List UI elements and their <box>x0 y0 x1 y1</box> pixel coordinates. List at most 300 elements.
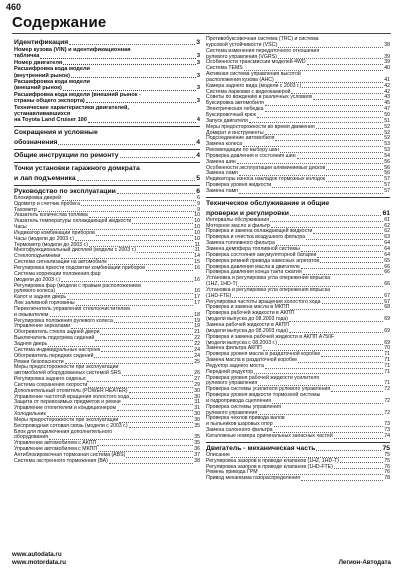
toc-entry-title: рулевого колеса) <box>14 288 56 295</box>
toc-page-number: 52 <box>384 135 390 142</box>
toc-entry-title: Система TEMS <box>206 65 243 72</box>
toc-leader-dots <box>265 105 383 106</box>
toc-entry-title: Переключатель управления стеклоочистителем <box>14 305 130 312</box>
toc-page-number: 35 <box>194 440 200 447</box>
toc-entry-title: Указатель количества топлива <box>14 212 88 219</box>
toc-page-number: 9 <box>197 200 200 207</box>
toc-page-number: 16 <box>194 276 200 283</box>
toc-page-number: 17 <box>194 294 200 301</box>
toc-page-number: 64 <box>384 240 390 247</box>
toc-leader-dots <box>114 322 193 323</box>
toc-entry-title: Проверка давления конца такта сжатия <box>206 269 302 276</box>
toc-entry-title: Проверка давления масла в двигателе <box>206 263 300 270</box>
toc-entry-title: Домкрат и инструменты <box>206 129 264 136</box>
toc-entry-title: (1HD-FTE) <box>206 292 232 299</box>
toc-page-number: 4 <box>196 151 200 159</box>
toc-leader-dots <box>239 193 383 194</box>
toc-entry-title: и гидропривода сцепления <box>206 397 272 404</box>
toc-entry-title: Точки установки гаражного домкрата <box>14 164 140 172</box>
toc-entry-title: Противобуксовочная система (TRC) и система <box>206 36 319 42</box>
toc-entry-title: Управление автомобилем с АКПП <box>14 440 97 447</box>
toc-page-number: 6 <box>197 194 200 201</box>
toc-entry-title: Управление частотой вращения холостого хода <box>14 393 130 400</box>
toc-page-number: 54 <box>384 152 390 159</box>
toc-entry-title: и лап подъемника <box>14 174 76 182</box>
toc-entry-title: Меры предосторожности при эксплуатации <box>14 364 119 371</box>
toc-leader-dots <box>67 299 193 300</box>
toc-page-number: 66 <box>384 281 390 288</box>
toc-entry-title: на Toyota Land Cruiser 100 <box>14 117 87 124</box>
toc-page-number: 56 <box>384 158 390 165</box>
toc-entry-title: Ремни безопасности <box>14 358 64 365</box>
toc-entry-title: Регулировка зазоров в приводе клапанов (1HD-FTE) <box>206 463 333 470</box>
toc-page-number: 27 <box>194 376 200 383</box>
toc-entry-title: (1HZ, 1HD-T) <box>206 281 238 288</box>
toc-page-number: 62 <box>384 222 390 229</box>
toc-entry-title: Руководство по эксплуатации <box>14 187 116 195</box>
toc-page-number: 50 <box>384 111 390 118</box>
section-divider <box>14 185 200 186</box>
toc-page-number: 75 <box>384 451 390 458</box>
toc-leader-dots <box>302 87 383 88</box>
toc-leader-dots <box>87 381 194 382</box>
toc-entry-title: Беспроводная сотовая связь (модели с 2003 г.) <box>14 422 128 429</box>
toc-entry-title: Проверка уровня жидкости <box>206 182 272 189</box>
toc-entry-title: Люк заливной горловины <box>14 300 75 307</box>
toc-entry[interactable] <box>14 117 200 123</box>
toc-page-number: 3 <box>196 59 200 66</box>
toc-leader-dots <box>63 90 196 91</box>
toc-leader-dots <box>97 445 193 446</box>
toc-page-number: 14 <box>194 253 200 260</box>
toc-leader-dots <box>321 356 383 357</box>
toc-section-heading[interactable] <box>14 152 200 160</box>
toc-page-number: 72 <box>384 409 390 416</box>
toc-entry-title: Замена ламп <box>206 187 238 194</box>
toc-page-number: 72 <box>384 397 390 404</box>
toc-leader-dots <box>77 180 196 181</box>
toc-entry-title: Электрическая лебедка <box>206 106 264 113</box>
toc-entry-title: Защита от перевозимых предметов и ремни <box>14 399 121 406</box>
toc-leader-dots <box>298 362 383 363</box>
toc-entry-title: Каталожные номера оригинальных запасных частей <box>206 433 333 439</box>
toc-entry-title: (модели выпуска до 08.2003 года) <box>206 316 289 323</box>
toc-entry-title: Часы (модели до 2003 г.) <box>14 235 75 242</box>
toc-entry-title: табличка <box>14 53 40 60</box>
toc-page-number: 30 <box>194 387 200 394</box>
toc-entry-title: Указатель температуры охлаждающей жидкости <box>14 218 132 225</box>
toc-page-number: 3 <box>196 53 200 60</box>
toc-entry-title: страны общего экспорта) <box>14 98 85 105</box>
toc-leader-dots <box>146 270 193 271</box>
section-divider <box>14 149 200 150</box>
toc-page-number: 69 <box>384 316 390 323</box>
toc-entry-title: Расшифровка кода модели <box>14 66 90 73</box>
toc-entry-title: Регулировка заднего сиденья <box>14 376 86 383</box>
toc-page-number: 36 <box>194 446 200 453</box>
toc-page-number: 11 <box>194 241 200 248</box>
toc-entry-title: Холодильник <box>14 411 46 418</box>
toc-entry-title: Управление зеркалами <box>14 323 71 330</box>
toc-entry[interactable] <box>206 434 390 440</box>
toc-page-number: 64 <box>384 246 390 252</box>
toc-page-number: 10 <box>194 218 200 225</box>
toc-entry-title: проверки и регулировки <box>206 209 289 217</box>
toc-entry-title: Номер двигателя <box>14 59 63 66</box>
toc-entry-title: Проверка уровня масла в раздаточной коробке <box>206 351 321 358</box>
toc-page-number: 57 <box>384 187 390 194</box>
toc-leader-dots <box>56 293 193 294</box>
toc-page-number: 56 <box>384 170 390 177</box>
toc-page-number: 57 <box>384 182 390 189</box>
toc-entry-title: Обогреватель стекла задней двери <box>14 329 100 336</box>
toc-entry-title: курсовой устойчивости (VSC) <box>206 41 278 48</box>
toc-entry-title: Многофункциональный дисплей (модели с 2003 г.) <box>14 247 137 254</box>
toc-leader-dots <box>100 334 193 335</box>
toc-page-number: 61 <box>382 209 390 217</box>
toc-page-number: 52 <box>384 129 390 136</box>
toc-leader-dots <box>120 157 196 158</box>
toc-entry-title: Проверка рабочей жидкости в АКПП <box>206 310 295 317</box>
toc-entry-title: Проверка и замена рабочей жидкости в АКПП A750F <box>206 333 335 340</box>
toc-leader-dots <box>96 235 193 236</box>
toc-entry-title: Запуск двигателя <box>206 117 248 124</box>
toc-leader-dots <box>137 252 194 253</box>
toc-page-number: 61 <box>384 216 390 223</box>
toc-page-number: 40 <box>384 65 390 72</box>
title-rule <box>12 33 391 34</box>
toc-leader-dots <box>316 128 384 129</box>
toc-page-number: 4 <box>196 117 200 124</box>
toc-page-number: 41 <box>384 76 390 83</box>
toc-page-number: 31 <box>194 399 200 406</box>
toc-leader-dots <box>86 102 196 103</box>
toc-section-heading[interactable] <box>14 165 200 173</box>
toc-section-heading[interactable] <box>206 445 390 453</box>
toc-page-number: 51 <box>384 117 390 124</box>
toc-entry-title: Регулировка зазоров в приводе клапанов (1HZ, 1HD-T) <box>206 457 339 464</box>
toc-leader-dots <box>334 468 383 469</box>
toc-entry-title: Проверка уровня рабочей жидкости усилителя <box>206 374 320 381</box>
toc-entry-title: Одометр и счетчик пробега <box>14 200 80 207</box>
toc-entry-title: Активная система управления высотой <box>206 71 301 78</box>
toc-leader-dots <box>316 450 381 451</box>
toc-entry-title: Замена ламп <box>206 170 238 177</box>
toc-page-number: 22 <box>194 335 200 342</box>
toc-page-number: 75 <box>384 457 390 464</box>
toc-page-number: 74 <box>384 433 390 439</box>
toc-entry-title: Проверка и замена охлаждающей жидкости <box>206 228 313 235</box>
toc-entry-title: Система коррекции положения фар <box>14 270 101 277</box>
toc-entry-title: Система индивидуальных настроек <box>14 346 101 353</box>
toc-page-number: 15 <box>194 259 200 266</box>
toc-entry-title: Буксировочный крюк <box>206 111 256 118</box>
toc-entry[interactable] <box>206 189 390 195</box>
toc-left-column <box>14 37 200 465</box>
toc-leader-dots <box>301 480 383 481</box>
toc-entry[interactable] <box>206 476 390 482</box>
toc-leader-dots <box>257 117 383 118</box>
toc-leader-dots <box>326 169 383 170</box>
toc-leader-dots <box>75 240 193 241</box>
toc-leader-dots <box>334 438 383 439</box>
toc-section-heading[interactable] <box>14 175 200 183</box>
footer-link-autodata[interactable]: www.autodata.ru <box>12 551 62 558</box>
toc-page-number: 62 <box>384 228 390 235</box>
toc-page-number: 39 <box>384 53 390 60</box>
toc-leader-dots <box>132 223 193 224</box>
toc-leader-dots <box>71 77 196 78</box>
toc-leader-dots <box>320 262 383 263</box>
toc-page-number: 22 <box>194 340 200 347</box>
toc-leader-dots <box>101 351 193 352</box>
toc-section-heading[interactable] <box>14 39 200 47</box>
toc-entry-title: рулевого управления (VGRS) <box>206 53 277 60</box>
toc-entry-title: Система сохранения скорости <box>14 381 88 388</box>
toc-page-number: 71 <box>384 368 390 375</box>
toc-page-number: 10 <box>194 224 200 231</box>
toc-page-number: 71 <box>384 357 390 364</box>
toc-page-number: 30 <box>194 393 200 400</box>
toc-entry-title: Проверка системы усилителя рулевого управления <box>206 386 331 393</box>
toc-page-number: 30 <box>194 411 200 418</box>
toc-section-heading[interactable] <box>206 200 390 208</box>
toc-leader-dots <box>117 410 193 411</box>
toc-section-heading[interactable] <box>14 139 200 147</box>
toc-entry-title: Регулировка яркости подсветки комбинации приборов <box>14 265 145 271</box>
toc-entry-title: Привод механизма газораспределения <box>206 475 301 482</box>
toc-entry-title: Общие инструкции по ремонту <box>14 151 119 159</box>
toc-page-number: 52 <box>384 123 390 130</box>
toc-entry-title: Проверка системы управления <box>206 403 281 410</box>
toc-leader-dots <box>272 403 383 404</box>
toc-leader-dots <box>122 404 194 405</box>
toc-leader-dots <box>88 122 196 123</box>
toc-page-number: 42 <box>384 82 390 89</box>
toc-entry-title: рулевого управления <box>206 380 258 387</box>
toc-leader-dots <box>317 257 383 258</box>
section-divider <box>14 162 200 163</box>
toc-leader-dots <box>290 215 381 216</box>
toc-page-number: 65 <box>384 257 390 264</box>
toc-entry-title: Сокращения и условные <box>14 128 98 136</box>
toc-page-number: 5 <box>196 174 200 182</box>
toc-page-number: 56 <box>384 164 390 171</box>
toc-page-number: 35 <box>194 422 200 429</box>
toc-entry-title: Термометр (модели до 2003 г.) <box>14 241 89 248</box>
page-title: Содержание <box>12 14 107 31</box>
toc-page-number: 68 <box>384 304 390 311</box>
toc-leader-dots <box>306 239 383 240</box>
toc-page-number: 30 <box>194 416 200 423</box>
toc-page-number: 24 <box>194 352 200 359</box>
toc-entry-title: Тахометр <box>14 206 37 213</box>
toc-entry-title: Часы <box>14 224 27 231</box>
toc-entry-title: Задняя дверь <box>14 340 48 347</box>
toc-page-number: 6 <box>196 187 200 195</box>
toc-entry-title: Замена шин <box>206 158 236 165</box>
toc-entry-title: Проверка уровня жидкости тормозной системы <box>206 392 321 399</box>
toc-entry-title: Камера заднего вида (модели с 2003 г.) <box>206 82 302 89</box>
toc-entry[interactable] <box>14 459 200 465</box>
toc-leader-dots <box>126 457 193 458</box>
toc-entry-title: Интервалы обслуживания <box>206 216 270 223</box>
toc-leader-dots <box>62 200 196 201</box>
toc-page-number: 31 <box>194 405 200 412</box>
toc-page-number: 18 <box>194 311 200 318</box>
toc-entry-title: Индикаторы износа накладок тормозных колодок <box>206 176 326 183</box>
toc-leader-dots <box>95 340 193 341</box>
toc-page-number: 37 <box>194 452 200 458</box>
toc-page-number: 16 <box>194 265 200 271</box>
toc-leader-dots <box>265 368 383 369</box>
toc-entry-title: Стеклоподъемники <box>14 253 61 260</box>
toc-leader-dots <box>265 111 384 112</box>
toc-page-number: 73 <box>384 421 390 428</box>
toc-page-number: 71 <box>384 362 390 369</box>
toc-page-number: 11 <box>194 247 200 254</box>
toc-entry-title: Расшифровка кода модели <box>14 79 90 86</box>
toc-page-number: 16 <box>194 288 200 295</box>
toc-leader-dots <box>297 158 384 159</box>
toc-leader-dots <box>122 375 193 376</box>
toc-leader-dots <box>313 99 383 100</box>
toc-right-column <box>206 37 390 482</box>
toc-page-number: 3 <box>196 39 200 46</box>
toc-entry-title: Рекомендации по выбору шин <box>206 147 280 154</box>
toc-entry-title: рулевого управления <box>206 409 258 416</box>
toc-leader-dots <box>340 462 383 463</box>
toc-entry-title: Проверка и очистка воздушного фильтра <box>206 234 306 241</box>
toc-leader-dots <box>63 64 196 65</box>
toc-entry-title: Советы по вождению в различных условиях <box>206 94 313 101</box>
toc-page-number: 66 <box>384 269 390 276</box>
toc-entry-title: Замена колеса <box>206 141 243 148</box>
toc-leader-dots <box>278 344 383 345</box>
toc-entry-title: Регулировка фар (модели с правым расположением <box>14 282 141 289</box>
toc-leader-dots <box>94 357 193 358</box>
toc-page-number: 10 <box>194 229 200 236</box>
toc-page-number: 26 <box>194 370 200 377</box>
toc-page-number: 9 <box>197 206 200 213</box>
toc-leader-dots <box>119 422 193 423</box>
toc-leader-dots <box>322 303 384 304</box>
toc-page-number: 29 <box>194 381 200 388</box>
toc-entry-title: Проверка и замена масла в МКПП <box>206 304 290 311</box>
toc-page-number: 35 <box>194 434 200 441</box>
toc-leader-dots <box>58 144 195 145</box>
toc-entry-title: и пыльников шаровых опор <box>206 421 273 428</box>
toc-entry-title: Установка и регулировка угла опережения впрыска <box>206 275 331 282</box>
toc-entry-title: Особенности трансмиссии моделей 4WD <box>206 59 306 66</box>
toc-entry-title: (модели выпуска до 08.2003 года) <box>206 327 289 334</box>
toc-entry-title: Замена фильтра АКПП <box>206 345 262 352</box>
toc-page-number: 10 <box>194 212 200 219</box>
toc-entry-title: Идентификация <box>14 39 69 46</box>
toc-page-number: 53 <box>384 147 390 154</box>
toc-page-number: 69 <box>384 327 390 334</box>
toc-page-number: 3 <box>196 98 200 105</box>
toc-page-number: 3 <box>196 85 200 92</box>
toc-leader-dots <box>129 392 194 393</box>
toc-page-number: 76 <box>384 463 390 470</box>
toc-leader-dots <box>40 58 196 59</box>
toc-entry-title: Система изменения передаточного отношения <box>206 47 320 54</box>
toc-entry-title: Замена масла в раздаточной коробке <box>206 357 298 364</box>
toc-leader-dots <box>313 233 383 234</box>
toc-entry-title: Регулировка положения рулевого колеса <box>14 317 113 324</box>
toc-leader-dots <box>326 181 383 182</box>
toc-leader-dots <box>69 44 195 45</box>
toc-page-number: 66 <box>384 263 390 270</box>
toc-page-number: 24 <box>194 346 200 353</box>
toc-entry-title: Проверка состояния аккумуляторной батареи <box>206 251 317 258</box>
toc-entry-title: Редуктор заднего моста <box>206 362 264 369</box>
toc-page-number: 73 <box>384 427 390 434</box>
toc-entry-title: Регулировка частоты вращения холостого хода <box>206 298 321 305</box>
toc-entry-title: (внутренний рынок) <box>14 72 70 79</box>
toc-entry-title: Управление отопителем и кондиционером <box>14 405 117 412</box>
toc-entry-title: Двигатель - механическая часть <box>206 444 316 452</box>
toc-entry-title: Дополнительный отопитель (POWER HEATER) <box>14 387 128 394</box>
toc-leader-dots <box>290 309 383 310</box>
toc-page-number: 71 <box>384 351 390 358</box>
toc-entry-title: автомобилей оборудованных системой SRS <box>14 370 122 377</box>
toc-entry-title: Установка и регулировка угла опережения впрыска <box>206 286 331 293</box>
toc-page-number: 47 <box>384 106 390 113</box>
toc-entry-title: Антиблокировочная тормозная система (ABS) <box>14 452 126 458</box>
toc-page-number: 57 <box>384 176 390 183</box>
toc-page-number: 53 <box>384 141 390 148</box>
footer-publisher: Легион-Автодата <box>338 559 391 566</box>
toc-leader-dots <box>272 187 383 188</box>
toc-page-number: 25 <box>194 358 200 365</box>
toc-entry-title: Проверка ремней привода навесных агрегатов <box>206 257 320 264</box>
toc-entry-title: и омывателем <box>14 311 49 318</box>
toc-page-number: 45 <box>384 100 390 107</box>
toc-entry-title: Выключатель подогрева сидений <box>14 335 95 342</box>
toc-leader-dots <box>275 140 383 141</box>
toc-entry-title: Техническое обслуживание и общие <box>206 199 330 207</box>
toc-leader-dots <box>265 134 384 135</box>
toc-entry-title: Блокировка дверей <box>14 194 61 201</box>
toc-leader-dots <box>274 426 384 427</box>
toc-entry-title: расположения кузова (AHC) <box>206 76 274 83</box>
section-divider <box>206 442 390 443</box>
toc-leader-dots <box>117 193 195 194</box>
toc-entry-title: (модели до 2003 г.) <box>14 276 60 283</box>
toc-leader-dots <box>331 391 383 392</box>
toc-page-number: 76 <box>384 469 390 476</box>
toc-section-heading[interactable] <box>14 129 200 137</box>
toc-leader-dots <box>81 205 196 206</box>
toc-entry-title: Ремень привода ГРМ <box>206 469 258 476</box>
toc-entry-title: Блок для подключения дополнительного <box>14 428 113 435</box>
toc-page-number: 42 <box>384 88 390 95</box>
toc-entry-title: Буксировка автомобиля <box>206 100 264 107</box>
footer-link-motordata[interactable]: www.motordata.ru <box>12 559 67 566</box>
toc-leader-dots <box>307 64 384 65</box>
toc-page-number: 70 <box>384 345 390 352</box>
toc-entry-title: Проверка чехлов привода валов <box>206 415 285 422</box>
toc-entry-title: Система парковки с видеокамерой <box>206 88 291 95</box>
toc-page-number: 4 <box>196 138 200 146</box>
toc-entry-title: (модели выпуска с 08.2003 г.) <box>206 339 277 346</box>
toc-entry-title: устанавливавшихся <box>14 111 71 118</box>
toc-page-number: 38 <box>194 457 200 464</box>
toc-leader-dots <box>289 321 383 322</box>
toc-entry-title: Замена рабочей жидкости в АКПП <box>206 321 290 328</box>
